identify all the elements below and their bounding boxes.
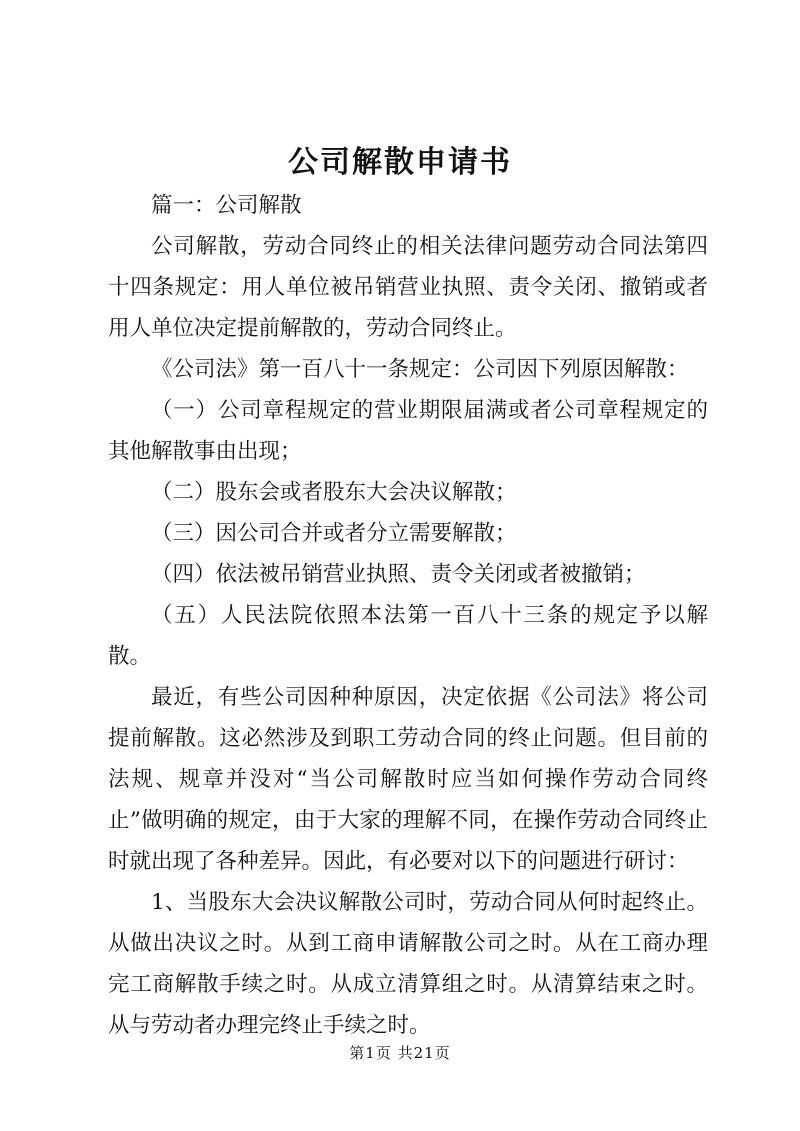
paragraph: 最近，有些公司因种种原因，决定依据《公司法》将公司提前解散。这必然涉及到职工劳动合同的终止问题。但目前的法规、规章并没对“当公司解散时应当如何操作劳动合同终止”做明确的规定，由于大家的理解不同，在操作劳动合同终止时就出现了各种差异。因此，有必要对以下的问题进行研讨： xyxy=(108,685,708,874)
paragraph: 1、当股东大会决议解散公司时，劳动合同从何时起终止。从做出决议之时。从到工商申请解散公司之时。从在工商办理完工商解散手续之时。从成立清算组之时。从清算结束之时。从与劳动者办理完终止手续之时。 xyxy=(108,890,708,1038)
paragraph: （四）依法被吊销营业执照、责令关闭或者被撤销； xyxy=(151,562,646,587)
paragraph: （一）公司章程规定的营业期限届满或者公司章程规定的其他解散事由出现； xyxy=(108,398,708,464)
document-body xyxy=(108,185,708,1046)
paragraph: （五）人民法院依照本法第一百八十三条的规定予以解散。 xyxy=(108,603,708,669)
paragraph: （二）股东会或者股东大会决议解散； xyxy=(151,480,517,505)
page-footer: 第1页 共21页 xyxy=(349,1044,451,1062)
document-title: 公司解散申请书 xyxy=(288,145,512,180)
paragraph: 篇一：公司解散 xyxy=(151,193,302,218)
paragraph: （三）因公司合并或者分立需要解散； xyxy=(151,521,517,546)
paragraph: 公司解散，劳动合同终止的相关法律问题劳动合同法第四十四条规定：用人单位被吊销营业执照、责令关闭、撤销或者用人单位决定提前解散的，劳动合同终止。 xyxy=(108,234,708,341)
paragraph: 《公司法》第一百八十一条规定：公司因下列原因解散： xyxy=(151,357,689,382)
